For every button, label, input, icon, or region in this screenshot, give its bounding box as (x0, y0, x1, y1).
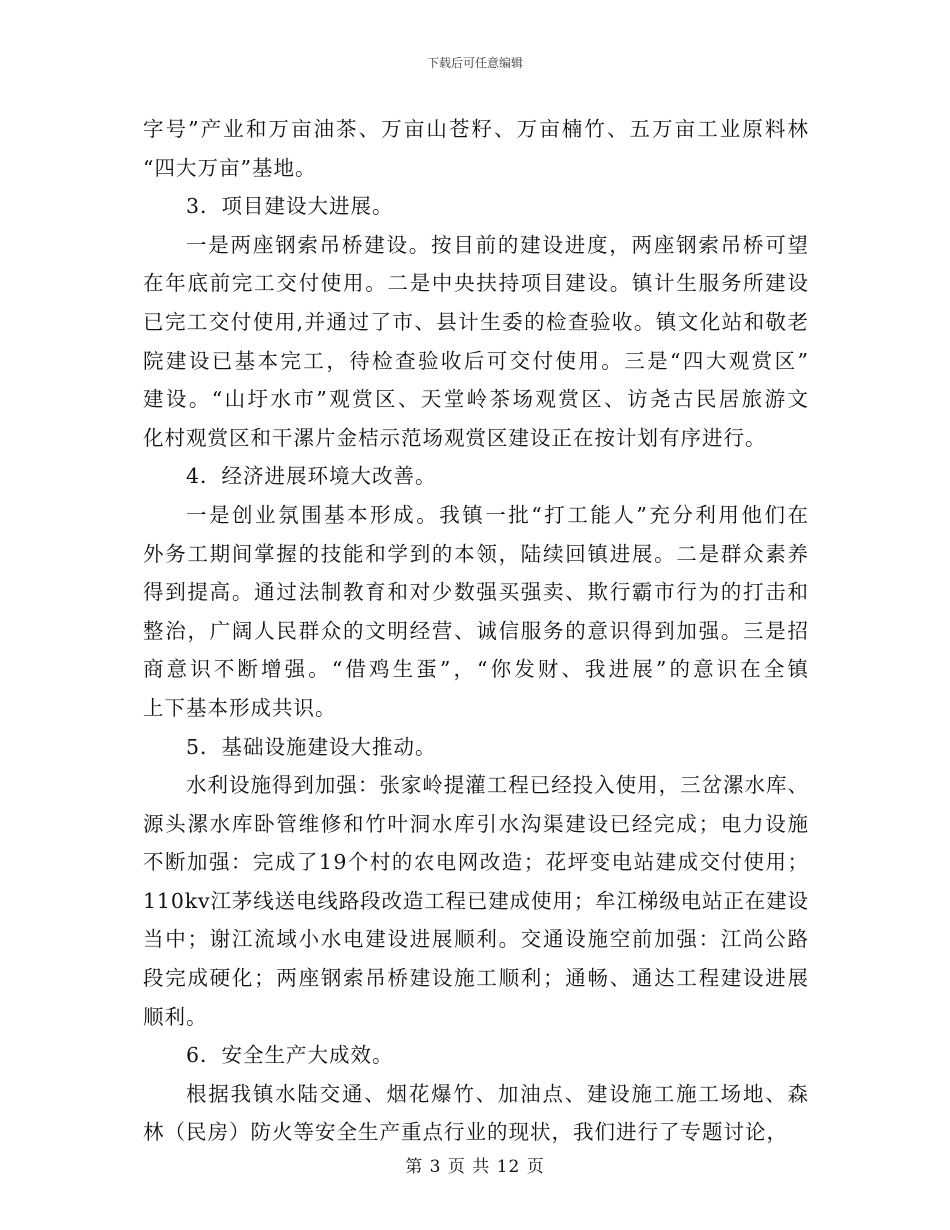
document-body (143, 110, 812, 1152)
text-line: 林（民房）防火等安全生产重点行业的现状，我们进行了专题讨论， (143, 1120, 788, 1145)
text-line: 顺利。 (143, 1004, 208, 1029)
text-line: 6．安全生产大成效。 (186, 1043, 394, 1068)
text-line: 得到提高。通过法制教育和对少数强买强卖、欺行霸市行为的打击和 (143, 580, 810, 605)
text-line: 根据我镇水陆交通、烟花爆竹、加油点、建设施工施工场地、森 (186, 1081, 810, 1106)
text-line: 化村观赏区和干漯片金桔示范场观赏区建设正在按计划有序进行。 (143, 425, 767, 450)
page-footer: 第 3 页 共 12 页 (405, 1157, 545, 1177)
text-line: 建设。“山圩水市”观赏区、天堂岭茶场观赏区、访尧古民居旅游文 (143, 387, 811, 412)
text-line: “四大万亩”基地。 (143, 155, 317, 180)
text-line: 已完工交付使用,并通过了市、县计生委的检查验收。镇文化站和敬老 (143, 309, 810, 334)
text-line: 字号”产业和万亩油茶、万亩山苍籽、万亩楠竹、五万亩工业原料林 (143, 117, 811, 141)
text-line: 110kv江茅线送电线路段改造工程已建成使用；牟江梯级电站正在建设 (143, 888, 809, 913)
text-line: 源头漯水库卧管维修和竹叶洞水库引水沟渠建设已经完成；电力设施 (143, 811, 810, 836)
text-line: 水利设施得到加强：张家岭提灌工程已经投入使用，三岔漯水库、 (186, 773, 809, 798)
text-line: 在年底前完工交付使用。二是中央扶持项目建设。镇计生服务所建设 (143, 271, 810, 296)
text-line: 外务工期间掌握的技能和学到的本领，陆续回镇进展。二是群众素养 (143, 541, 810, 566)
text-line: 不断加强：完成了19个村的农电网改造；花坪变电站建成交付使用； (143, 850, 810, 875)
text-line: 4．经济进展环境大改善。 (186, 464, 437, 489)
text-line: 一是创业氛围基本形成。我镇一批“打工能人”充分利用他们在 (186, 502, 811, 527)
text-line: 当中；谢江流域小水电建设进展顺利。交通设施空前加强：江尚公路 (143, 927, 810, 952)
text-line: 商意识不断增强。“借鸡生蛋”，“你发财、我进展”的意识在全镇 (143, 657, 812, 682)
text-line: 5．基础设施建设大推动。 (186, 734, 437, 759)
text-line: 段完成硬化；两座钢索吊桥建设施工顺利；通畅、通达工程建设进展 (143, 966, 810, 991)
page-header: 下载后可任意编辑 (426, 56, 523, 70)
text-line: 院建设已基本完工，待检查验收后可交付使用。三是“四大观赏区” (143, 348, 811, 373)
text-line: 整治，广阔人民群众的文明经营、诚信服务的意识得到加强。三是招 (143, 618, 810, 643)
text-line: 一是两座钢索吊桥建设。按目前的建设进度，两座钢索吊桥可望 (186, 232, 810, 257)
text-line: 上下基本形成共识。 (143, 695, 337, 720)
text-line: 3．项目建设大进展。 (186, 194, 394, 219)
